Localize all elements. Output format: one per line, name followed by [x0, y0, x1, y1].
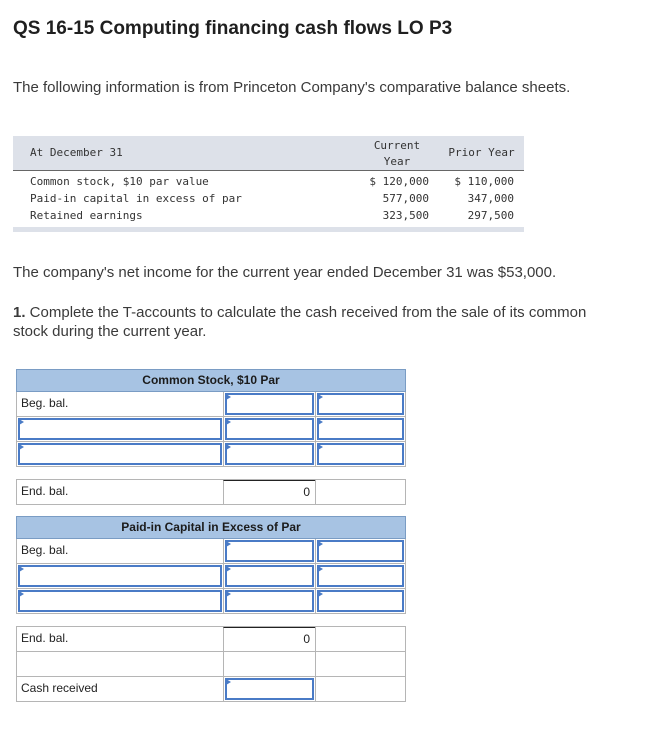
debit-cell — [223, 539, 315, 563]
balance-sheet-header — [13, 136, 524, 170]
end-bal-label: End. bal. — [16, 480, 223, 504]
account-select[interactable] — [18, 418, 222, 440]
spacer-row — [16, 467, 406, 480]
table-row — [16, 417, 406, 442]
table-row — [16, 564, 406, 589]
table-row — [16, 480, 406, 505]
debit-input[interactable] — [225, 565, 314, 587]
credit-cell — [315, 417, 406, 441]
current-year-header: Current Year — [373, 139, 421, 168]
credit-input[interactable] — [317, 540, 404, 562]
account-select[interactable] — [18, 443, 222, 465]
debit-cell — [223, 392, 315, 416]
cash-received-input[interactable] — [225, 678, 314, 700]
end-bal-value: 0 — [223, 627, 315, 651]
table-row — [16, 589, 406, 614]
debit-input[interactable] — [225, 590, 314, 612]
debit-input[interactable] — [225, 418, 314, 440]
cash-received-label: Cash received — [16, 677, 223, 701]
credit-cell — [315, 442, 406, 466]
credit-input[interactable] — [317, 443, 404, 465]
date-header: At December 31 — [30, 146, 123, 159]
credit-cell — [315, 589, 406, 613]
common-stock-t-account — [16, 369, 406, 517]
table-row — [16, 652, 406, 677]
empty-cell — [315, 627, 406, 651]
table-footer-bar — [13, 227, 524, 232]
empty-cell — [315, 652, 406, 676]
debit-cell — [223, 564, 315, 588]
empty-cell — [223, 652, 315, 676]
label-cell — [16, 564, 223, 588]
spacer-row — [16, 614, 406, 627]
table-row — [13, 173, 524, 190]
table-row — [13, 190, 524, 207]
credit-input[interactable] — [317, 590, 404, 612]
debit-cell — [223, 417, 315, 441]
current-value: 577,000 — [382, 192, 429, 205]
label-cell — [16, 442, 223, 466]
table-row — [16, 442, 406, 467]
table-row — [16, 627, 406, 652]
question-number: 1. — [13, 304, 26, 321]
table-row — [16, 677, 406, 702]
table-row — [16, 392, 406, 417]
label-cell — [16, 417, 223, 441]
question-body: Complete the T-accounts to calculate the cash received from the sale of its common stock during the current year. — [13, 304, 587, 340]
cash-received-cell — [223, 677, 315, 701]
debit-input[interactable] — [225, 393, 314, 415]
debit-cell — [223, 442, 315, 466]
prior-year-header: Prior Year — [448, 146, 515, 159]
debit-cell — [223, 589, 315, 613]
beg-bal-label: Beg. bal. — [16, 539, 223, 563]
paid-in-capital-t-account — [16, 516, 406, 702]
question-text — [13, 303, 623, 341]
empty-cell — [315, 677, 406, 701]
credit-input[interactable] — [317, 393, 404, 415]
table-row — [16, 539, 406, 564]
prior-value: $ 110,000 — [454, 175, 514, 188]
row-label: Retained earnings — [30, 209, 143, 222]
credit-input[interactable] — [317, 565, 404, 587]
debit-input[interactable] — [225, 540, 314, 562]
paid-in-capital-title: Paid-in Capital in Excess of Par — [16, 516, 406, 539]
empty-cell — [315, 480, 406, 504]
prior-value: 347,000 — [467, 192, 514, 205]
intro-text: The following information is from Princeton Company's comparative balance sheets. — [13, 79, 571, 96]
empty-cell — [16, 652, 223, 676]
account-select[interactable] — [18, 565, 222, 587]
account-select[interactable] — [18, 590, 222, 612]
row-label: Common stock, $10 par value — [30, 175, 209, 188]
credit-input[interactable] — [317, 418, 404, 440]
beg-bal-label: Beg. bal. — [16, 392, 223, 416]
credit-cell — [315, 564, 406, 588]
balance-sheet-table — [13, 136, 524, 232]
credit-cell — [315, 392, 406, 416]
current-value: $ 120,000 — [369, 175, 429, 188]
label-cell — [16, 589, 223, 613]
end-bal-value: 0 — [223, 480, 315, 504]
prior-value: 297,500 — [467, 209, 514, 222]
debit-input[interactable] — [225, 443, 314, 465]
common-stock-title: Common Stock, $10 Par — [16, 369, 406, 392]
page-title: QS 16-15 Computing financing cash flows LO P3 — [13, 18, 453, 39]
table-row — [13, 207, 524, 224]
credit-cell — [315, 539, 406, 563]
row-label: Paid-in capital in excess of par — [30, 192, 242, 205]
current-value: 323,500 — [382, 209, 429, 222]
net-income-text: The company's net income for the current year ended December 31 was $53,000. — [13, 264, 557, 281]
end-bal-label: End. bal. — [16, 627, 223, 651]
